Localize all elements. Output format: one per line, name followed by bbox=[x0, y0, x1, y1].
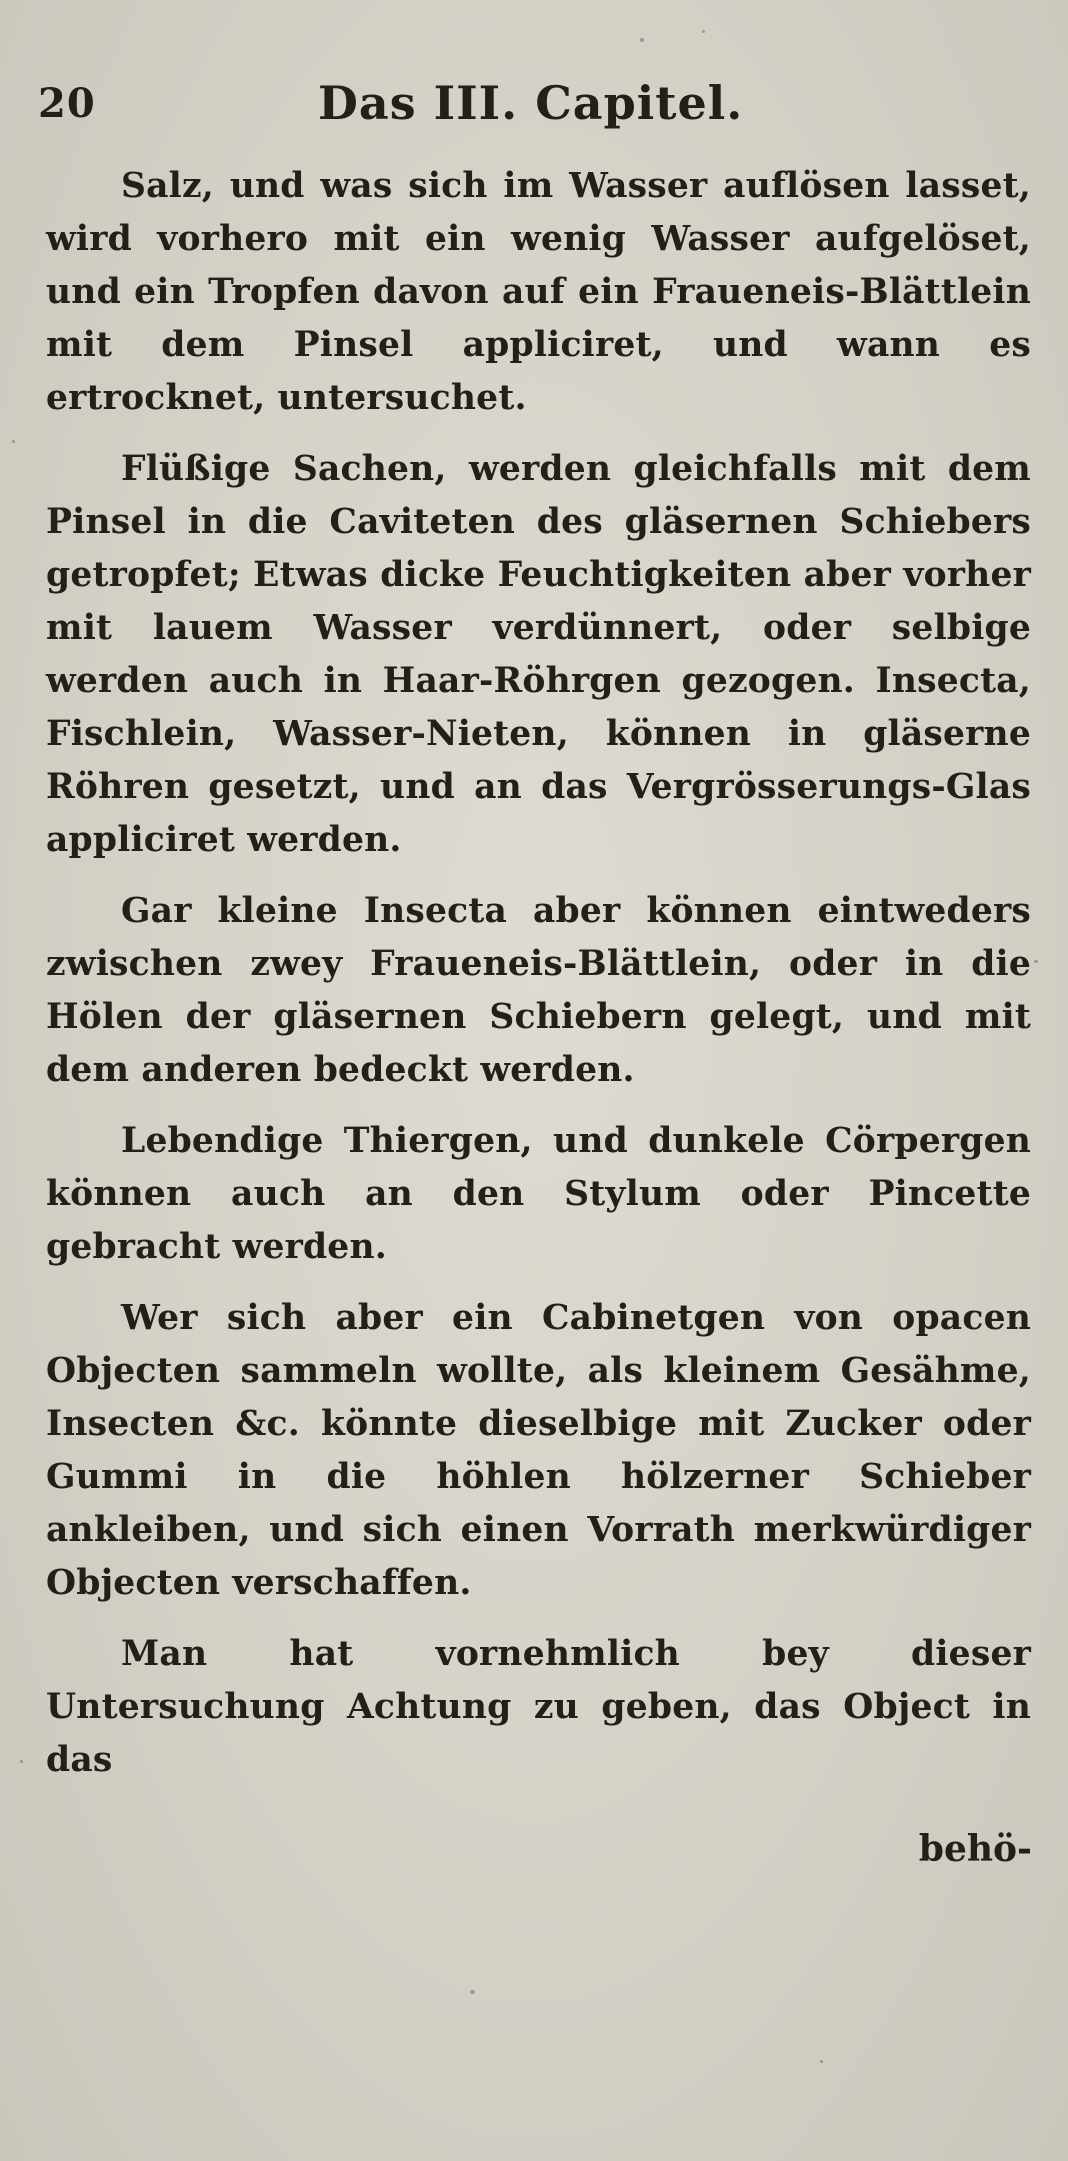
paragraph-cabinetgen: Wer sich aber ein Cabinetgen von opacen Objecten sammeln wollte, als kleinem Gesähme, Insecten &c. könnte dieselbige mit Zucker oder Gummi in die höhlen hölzerner Schieber ankleiben, und sich einen Vorrath merkwürdiger Objecten verschaffen. bbox=[46, 1298, 1031, 1603]
page-header bbox=[38, 74, 1038, 134]
paper-speck bbox=[702, 30, 705, 33]
running-head: Das III. Capitel. bbox=[318, 76, 744, 130]
paragraph-untersuchung: Man hat vornehmlich bey dieser Untersuchung Achtung zu geben, das Object in das bbox=[46, 1634, 1031, 1780]
paper-speck bbox=[12, 440, 15, 443]
body-text bbox=[46, 160, 1031, 1805]
paper-speck bbox=[820, 2060, 823, 2063]
paper-speck bbox=[470, 1990, 475, 1994]
paragraph-fluessige-sachen: Flüßige Sachen, werden gleichfalls mit dem Pinsel in die Caviteten des gläsernen Schiebers getropfet; Etwas dicke Feuchtigkeiten aber vorher mit lauem Wasser verdünnert, oder selbige werden auch in Haar-Röhrgen gezogen. Insecta, Fischlein, Wasser-Nieten, können in gläserne Röhren gesetzt, und an das Vergrösserungs-Glas appliciret werden. bbox=[46, 449, 1031, 860]
paper-speck bbox=[640, 38, 644, 42]
catchword: behö- bbox=[918, 1828, 1032, 1870]
page-number: 20 bbox=[38, 80, 96, 127]
paragraph-kleine-insecta: Gar kleine Insecta aber können eintweders zwischen zwey Fraueneis-Blättlein, oder in die Hölen der gläsernen Schiebern gelegt, und mit dem anderen bedeckt werden. bbox=[46, 891, 1031, 1090]
paper-speck bbox=[1034, 960, 1038, 963]
paper-speck bbox=[20, 1760, 23, 1763]
paragraph-salz: Salz, und was sich im Wasser auflösen lasset, wird vorhero mit ein wenig Wasser aufgelöset, und ein Tropfen davon auf ein Fraueneis-Blättlein mit dem Pinsel appliciret, und wann es ertrocknet, untersuchet. bbox=[46, 166, 1031, 418]
paragraph-lebendige-thiergen: Lebendige Thiergen, und dunkele Cörpergen können auch an den Stylum oder Pincette gebracht werden. bbox=[46, 1121, 1031, 1267]
